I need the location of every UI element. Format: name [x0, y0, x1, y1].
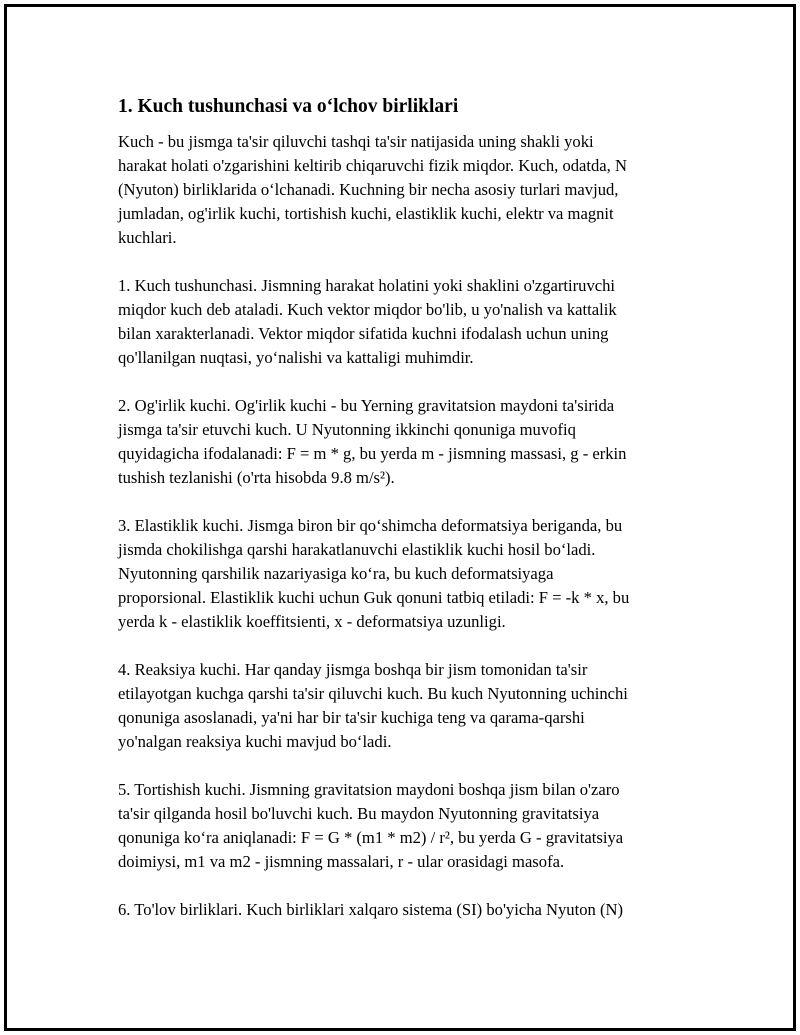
paragraph [118, 778, 688, 874]
paragraph [118, 394, 688, 490]
text-line: jumladan, og'irlik kuchi, tortishish kuchi, elastiklik kuchi, elektr va magnit [118, 204, 614, 223]
text-line: tushish tezlanishi (o'rta hisobda 9.8 m/s²). [118, 468, 395, 487]
text-line: quyidagicha ifodalanadi: F = m * g, bu yerda m - jismning massasi, g - erkin [118, 444, 627, 463]
text-line: harakat holati o'zgarishini keltirib chiqaruvchi fizik miqdor. Kuch, odatda, N [118, 156, 627, 175]
text-line: (Nyuton) birliklarida o‘lchanadi. Kuchning bir necha asosiy turlari mavjud, [118, 180, 619, 199]
section-title: 1. Kuch tushunchasi va o‘lchov birliklari [118, 96, 459, 117]
paragraph [118, 898, 688, 922]
text-line: jismga ta'sir etuvchi kuch. U Nyutonning ikkinchi qonuniga muvofiq [118, 420, 576, 439]
text-line: 4. Reaksiya kuchi. Har qanday jismga boshqa bir jism tomonidan ta'sir [118, 660, 588, 679]
text-line: kuchlari. [118, 228, 177, 247]
text-line: qo'llanilgan nuqtasi, yo‘nalishi va kattaligi muhimdir. [118, 348, 474, 367]
text-line: yo'nalgan reaksiya kuchi mavjud bo‘ladi. [118, 732, 392, 751]
text-line: Nyutonning qarshilik nazariyasiga ko‘ra, bu kuch deformatsiyaga [118, 564, 554, 583]
text-line: 6. To'lov birliklari. Kuch birliklari xalqaro sistema (SI) bo'yicha Nyuton (N) [118, 900, 623, 919]
text-line: proporsional. Elastiklik kuchi uchun Guk qonuni tatbiq etiladi: F = -k * x, bu [118, 588, 630, 607]
text-line: ta'sir qilganda hosil bo'luvchi kuch. Bu maydon Nyutonning gravitatsiya [118, 804, 600, 823]
text-line: jismda chokilishga qarshi harakatlanuvchi elastiklik kuchi hosil bo‘ladi. [118, 540, 596, 559]
text-line: miqdor kuch deb ataladi. Kuch vektor miqdor bo'lib, u yo'nalish va kattalik [118, 300, 617, 319]
text-line: etilayotgan kuchga qarshi ta'sir qiluvchi kuch. Bu kuch Nyutonning uchinchi [118, 684, 628, 703]
text-line: 3. Elastiklik kuchi. Jismga biron bir qo‘shimcha deformatsiya beriganda, bu [118, 516, 623, 535]
text-line: 2. Og'irlik kuchi. Og'irlik kuchi - bu Yerning gravitatsion maydoni ta'sirida [118, 396, 615, 415]
text-line: qonuniga asoslanadi, ya'ni har bir ta'sir kuchiga teng va qarama-qarshi [118, 708, 585, 727]
paragraph [118, 658, 688, 754]
text-line: 1. Kuch tushunchasi. Jismning harakat holatini yoki shaklini o'zgartiruvchi [118, 276, 616, 295]
text-line: 5. Tortishish kuchi. Jismning gravitatsion maydoni boshqa jism bilan o'zaro [118, 780, 620, 799]
paragraph-list [118, 130, 688, 922]
paragraph [118, 130, 688, 250]
paragraph [118, 274, 688, 370]
text-line: qonuniga ko‘ra aniqlanadi: F = G * (m1 * m2) / r², bu yerda G - gravitatsiya [118, 828, 624, 847]
text-line: Kuch - bu jismga ta'sir qiluvchi tashqi ta'sir natijasida uning shakli yoki [118, 132, 594, 151]
text-line: yerda k - elastiklik koeffitsienti, x - deformatsiya uzunligi. [118, 612, 506, 631]
paragraph [118, 514, 688, 634]
text-line: doimiysi, m1 va m2 - jismning massalari, r - ular orasidagi masofa. [118, 852, 565, 871]
document-body [118, 96, 688, 946]
text-line: bilan xarakterlanadi. Vektor miqdor sifatida kuchni ifodalash uchun uning [118, 324, 609, 343]
